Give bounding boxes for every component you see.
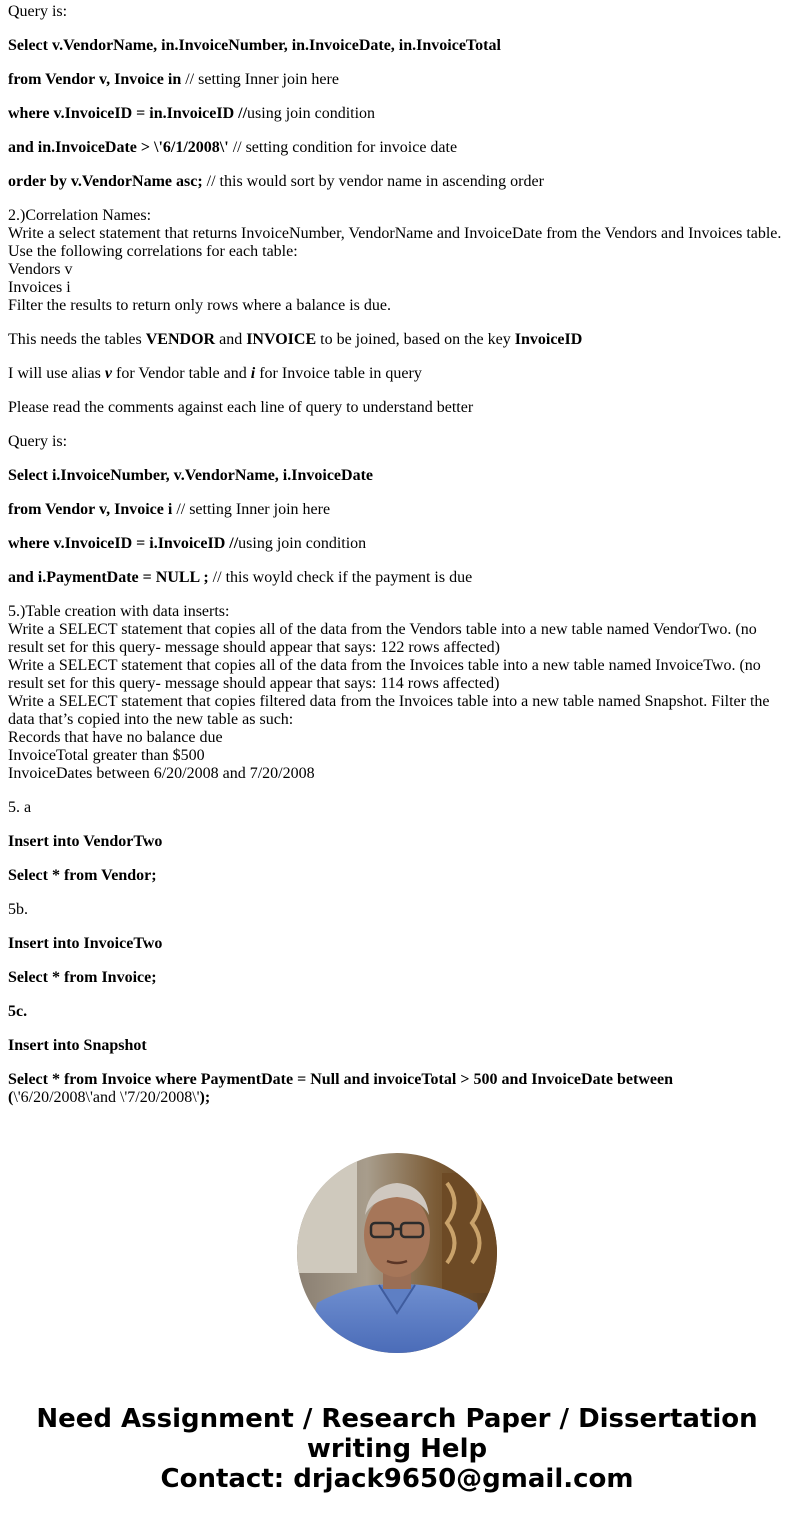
banner-line-1: Need Assignment / Research Paper / Dissertation — [36, 1404, 758, 1434]
task5a-line-insert: Insert into VendorTwo — [8, 833, 163, 850]
task5c-line-insert: Insert into Snapshot — [8, 1037, 147, 1054]
query2-line-select: Select i.InvoiceNumber, v.VendorName, i.InvoiceDate — [8, 467, 373, 484]
task5b-line-insert: Insert into InvoiceTwo — [8, 935, 163, 952]
query1-line-order: order by v.VendorName asc; // this would sort by vendor name in ascending order — [8, 173, 544, 190]
task5-description: 5.)Table creation with data inserts: Write a SELECT statement that copies all of the data from the Vendors table into a new table named VendorTwo. (no result set for this query- message should appear that says: 122 rows affected) Write a SELECT statement that copies all of the data from the Invoices table into a new table named InvoiceTwo. (no result set for this query- message should appear that says: 114 rows affected) Write a SELECT statement that copies filtered data from the Invoices table into a new table named Snapshot. Filter the data that’s copied into the new table as such: Records that have no balance due InvoiceTotal greater than $500 InvoiceDates between 6/20/2008 and 7/20/2008 — [8, 603, 770, 782]
query2-line-and: and i.PaymentDate = NULL ; // this woyld check if the payment is due — [8, 569, 473, 586]
query1-line-select: Select v.VendorName, in.InvoiceNumber, in.InvoiceDate, in.InvoiceTotal — [8, 37, 501, 54]
banner-contact-email: Contact: drjack9650@gmail.com — [160, 1464, 634, 1494]
contact-banner — [0, 1404, 794, 1494]
task2-read-note: Please read the comments against each line of query to understand better — [8, 399, 474, 416]
avatar — [297, 1153, 497, 1353]
task5c-line-select: Select * from Invoice where PaymentDate = Null and invoiceTotal > 500 and InvoiceDate between (\'6/20/2008\'and \'7/20/2008\'); — [8, 1071, 673, 1106]
author-photo — [297, 1153, 497, 1353]
task5c-label: 5c. — [8, 1003, 28, 1020]
query1-intro: Query is: — [8, 3, 68, 20]
query1-line-where: where v.InvoiceID = in.InvoiceID //using join condition — [8, 105, 376, 122]
task5a-label: 5. a — [8, 799, 32, 816]
query2-line-where: where v.InvoiceID = i.InvoiceID //using join condition — [8, 535, 367, 552]
task2-description: 2.)Correlation Names: Write a select statement that returns InvoiceNumber, VendorName and InvoiceDate from the Vendors and Invoices table. Use the following correlations for each table: Vendors v Invoices i Filter the results to return only rows where a balance is due. — [8, 207, 782, 314]
task5b-label: 5b. — [8, 901, 28, 918]
task5a-line-select: Select * from Vendor; — [8, 867, 157, 884]
banner-line-2: writing Help — [306, 1434, 488, 1464]
task2-alias-note: I will use alias v for Vendor table and i for Invoice table in query — [8, 365, 422, 382]
query1-line-from: from Vendor v, Invoice in // setting Inner join here — [8, 71, 339, 88]
query2-intro: Query is: — [8, 433, 68, 450]
task5b-line-select: Select * from Invoice; — [8, 969, 157, 986]
task2-join-note: This needs the tables VENDOR and INVOICE to be joined, based on the key InvoiceID — [8, 331, 583, 348]
query2-line-from: from Vendor v, Invoice i // setting Inner join here — [8, 501, 331, 518]
query1-line-and: and in.InvoiceDate > \'6/1/2008\' // setting condition for invoice date — [8, 139, 458, 156]
